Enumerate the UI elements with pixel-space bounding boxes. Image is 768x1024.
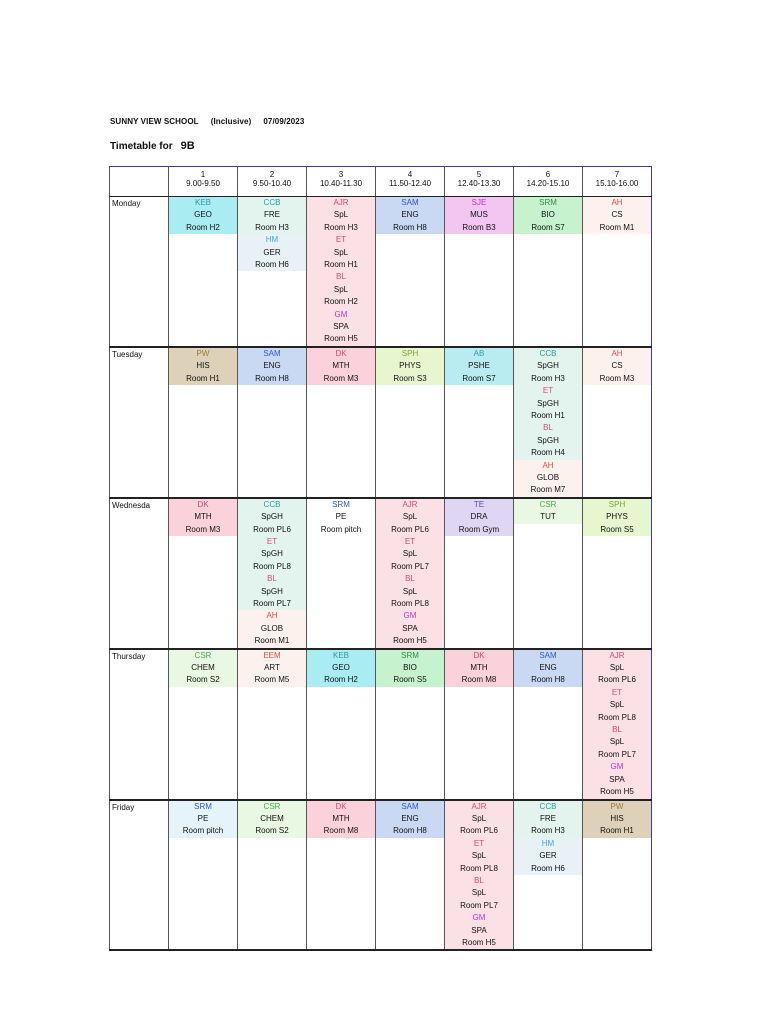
lesson-block[interactable] [169, 197, 237, 234]
lesson-block[interactable] [445, 650, 513, 687]
period-cell[interactable] [445, 197, 514, 347]
room-label: Room S7 [531, 222, 565, 232]
teacher-code: SAM [539, 650, 557, 660]
school-name: SUNNY VIEW SCHOOL [110, 117, 199, 126]
lesson-block[interactable] [238, 234, 306, 271]
teacher-code: ET [335, 235, 347, 245]
period-cell[interactable] [169, 498, 238, 649]
room-label: Room M5 [254, 675, 290, 685]
room-label: Room H3 [255, 222, 289, 232]
room-label: Room PL7 [598, 749, 636, 759]
lesson-block[interactable] [376, 197, 444, 234]
room-label: Room M8 [461, 675, 497, 685]
day-label: Tuesday [110, 347, 169, 498]
period-cell[interactable] [445, 347, 514, 498]
period-header-row [110, 167, 652, 197]
subject-code: GLOB [260, 623, 284, 633]
lesson-block[interactable] [307, 348, 375, 385]
lesson-block[interactable] [376, 650, 444, 687]
subject-code: MTH [194, 512, 212, 522]
subject-code: SpGH [537, 361, 559, 371]
room-label: Room PL7 [460, 900, 498, 910]
lesson-block[interactable] [376, 801, 444, 838]
period-cell[interactable] [307, 347, 376, 498]
teacher-code: SPH [608, 499, 626, 509]
period-cell[interactable] [376, 649, 445, 800]
day-label: Monday [110, 197, 169, 347]
period-cell[interactable] [583, 347, 652, 498]
period-cell[interactable] [307, 498, 376, 649]
room-label: Room H6 [531, 863, 565, 873]
subject-code: FRE [264, 210, 280, 220]
subject-code: SpGH [261, 512, 283, 522]
lesson-block[interactable] [307, 499, 375, 536]
period-number: 2 [269, 170, 275, 179]
lesson-block[interactable] [307, 197, 375, 234]
teacher-code: AH [611, 198, 623, 207]
room-label: Room M8 [323, 826, 359, 836]
school-header [110, 117, 316, 126]
room-label: Room H3 [531, 373, 565, 383]
subject-code: GER [539, 851, 557, 861]
teacher-code: PW [196, 348, 210, 358]
teacher-code: DK [473, 650, 485, 660]
subject-code: DRA [470, 512, 488, 522]
room-label: Room PL6 [460, 826, 498, 836]
room-label: Room H2 [324, 675, 358, 685]
subject-code: ART [264, 663, 280, 673]
teacher-code: GM [403, 611, 417, 621]
period-number: 7 [614, 170, 620, 179]
subject-code: TUT [540, 512, 556, 522]
period-number: 5 [476, 170, 482, 179]
lesson-block[interactable] [238, 650, 306, 687]
period-number: 6 [545, 170, 551, 179]
teacher-code: EEM [263, 650, 281, 660]
room-label: Room H8 [393, 826, 427, 836]
room-label: Room PL6 [391, 524, 429, 534]
period-header-7 [583, 167, 652, 197]
subject-code: BIO [403, 663, 417, 673]
room-label: Room S5 [393, 675, 427, 685]
lesson-block[interactable] [307, 271, 375, 308]
subject-code: PSHE [468, 361, 490, 371]
lesson-block[interactable] [514, 197, 582, 234]
subject-code: SPA [333, 322, 349, 332]
teacher-code: GM [472, 913, 486, 923]
period-cell[interactable] [169, 197, 238, 347]
teacher-code: SJE [471, 198, 487, 207]
subject-code: ENG [539, 663, 557, 673]
period-cell[interactable] [445, 649, 514, 800]
subject-code: MTH [470, 663, 488, 673]
lesson-block[interactable] [307, 801, 375, 838]
period-header-6 [514, 167, 583, 197]
lesson-block[interactable] [376, 348, 444, 385]
room-label: Room H6 [255, 260, 289, 270]
room-label: Room pitch [320, 524, 362, 534]
period-cell[interactable] [376, 800, 445, 951]
subject-code: ENG [401, 210, 419, 220]
lesson-block[interactable] [238, 610, 306, 647]
teacher-code: KEB [194, 198, 211, 207]
subject-code: SPA [471, 925, 487, 935]
room-label: Room H5 [462, 937, 496, 947]
teacher-code: CSR [539, 499, 557, 509]
teacher-code: ET [266, 536, 278, 546]
subject-code: ENG [401, 813, 419, 823]
room-label: Room PL7 [391, 561, 429, 571]
subject-code: MUS [470, 210, 488, 220]
lesson-block[interactable] [583, 801, 651, 838]
teacher-code: BL [612, 725, 622, 735]
period-cell[interactable] [514, 197, 583, 347]
lesson-block[interactable] [583, 197, 651, 234]
period-cell[interactable] [238, 649, 307, 800]
teacher-code: SRM [401, 650, 419, 660]
subject-code: CHEM [260, 813, 284, 823]
period-time: 14.20-15.10 [526, 179, 570, 188]
room-label: Room H4 [531, 448, 565, 458]
teacher-code: DK [197, 499, 209, 509]
room-label: Room H2 [186, 222, 220, 232]
day-row [110, 800, 652, 951]
lesson-block[interactable] [445, 197, 513, 234]
period-cell[interactable] [514, 347, 583, 498]
subject-code: BIO [541, 210, 555, 220]
teacher-code: SAM [401, 801, 419, 811]
day-row [110, 197, 652, 347]
room-label: Room S2 [255, 826, 289, 836]
lesson-block[interactable] [583, 650, 651, 687]
day-label: Wednesda [110, 498, 169, 649]
room-label: Room H1 [600, 826, 634, 836]
subject-code: HIS [196, 361, 210, 371]
subject-code: SpL [333, 247, 349, 257]
period-cell[interactable] [238, 197, 307, 347]
day-row [110, 649, 652, 800]
room-label: Room H8 [531, 675, 565, 685]
period-cell[interactable] [376, 347, 445, 498]
room-label: Room B3 [462, 222, 496, 232]
room-label: Room H1 [186, 373, 220, 383]
teacher-code: PW [610, 801, 624, 811]
lesson-block[interactable] [307, 309, 375, 346]
subject-code: SpL [402, 549, 418, 559]
title-label: Timetable for [110, 141, 173, 152]
print-date: 07/09/2023 [263, 117, 305, 126]
teacher-code: BL [474, 875, 484, 885]
lesson-block[interactable] [514, 348, 582, 385]
lesson-block[interactable] [238, 197, 306, 234]
room-label: Room H1 [324, 260, 358, 270]
room-label: Room S3 [393, 373, 427, 383]
lesson-block[interactable] [514, 801, 582, 838]
corner-cell [110, 167, 169, 197]
teacher-code: DK [335, 348, 347, 358]
lesson-block[interactable] [169, 650, 237, 687]
subject-code: MTH [332, 813, 350, 823]
subject-code: MTH [332, 361, 350, 371]
period-time: 9.00-9.50 [186, 179, 220, 188]
teacher-code: ET [404, 536, 416, 546]
room-label: Room PL6 [598, 675, 636, 685]
day-row [110, 498, 652, 649]
period-cell[interactable] [583, 197, 652, 347]
subject-code: SpL [402, 586, 418, 596]
day-label: Friday [110, 800, 169, 951]
period-cell[interactable] [238, 347, 307, 498]
period-number: 4 [407, 170, 413, 179]
teacher-code: AH [542, 460, 554, 470]
room-label: Room PL7 [253, 599, 291, 608]
period-header-1 [169, 167, 238, 197]
period-number: 3 [338, 170, 344, 179]
period-cell[interactable] [169, 800, 238, 951]
timetable-title [110, 140, 195, 152]
teacher-code: AJR [471, 801, 487, 811]
teacher-code: AH [266, 611, 278, 621]
room-label: Room M7 [530, 485, 566, 495]
teacher-code: AJR [333, 198, 349, 207]
teacher-code: DK [335, 801, 347, 811]
teacher-code: SRM [539, 198, 557, 207]
timetable-body [110, 197, 652, 951]
period-cell[interactable] [169, 649, 238, 800]
lesson-block[interactable] [514, 385, 582, 422]
lesson-block[interactable] [514, 650, 582, 687]
lesson-block[interactable] [583, 687, 651, 724]
teacher-code: ET [473, 838, 485, 848]
subject-code: SpL [609, 737, 625, 747]
period-header-3 [307, 167, 376, 197]
period-cell[interactable] [238, 498, 307, 649]
period-header-4 [376, 167, 445, 197]
lesson-block[interactable] [445, 499, 513, 536]
lesson-block[interactable] [583, 761, 651, 798]
lesson-block[interactable] [514, 499, 582, 524]
period-cell[interactable] [583, 800, 652, 951]
period-cell[interactable] [238, 800, 307, 951]
subject-code: ENG [263, 361, 281, 371]
period-time: 9.50-10.40 [252, 179, 292, 188]
room-label: Room H3 [324, 222, 358, 232]
subject-code: SpGH [261, 586, 283, 596]
subject-code: GEO [194, 210, 212, 220]
teacher-code: AJR [402, 499, 418, 509]
subject-code: SpL [471, 851, 487, 861]
lesson-block[interactable] [307, 650, 375, 687]
lesson-block[interactable] [514, 422, 582, 459]
room-label: Room S5 [600, 524, 634, 534]
subject-code: SpL [471, 888, 487, 898]
subject-code: CS [611, 361, 623, 371]
subject-code: PHYS [606, 512, 628, 522]
teacher-code: CSR [263, 801, 281, 811]
subject-code: SpL [402, 512, 418, 522]
lesson-block[interactable] [169, 499, 237, 536]
lesson-block[interactable] [583, 499, 651, 536]
period-number: 1 [200, 170, 206, 179]
room-label: Room H3 [531, 826, 565, 836]
teacher-code: AJR [609, 650, 625, 660]
teacher-code: SAM [263, 348, 281, 358]
teacher-code: GM [334, 309, 348, 319]
room-label: Room H1 [531, 410, 565, 420]
room-label: Room H5 [324, 334, 358, 344]
subject-code: SpGH [261, 549, 283, 559]
period-cell[interactable] [514, 498, 583, 649]
teacher-code: KEB [332, 650, 349, 660]
subject-code: PE [197, 813, 209, 823]
teacher-code: SAM [401, 198, 419, 207]
room-label: Room M3 [185, 524, 221, 534]
subject-code: SpGH [537, 398, 559, 408]
timetable-grid [109, 166, 652, 951]
school-type: (Inclusive) [210, 117, 252, 126]
subject-code: CS [611, 210, 623, 220]
subject-code: PHYS [399, 361, 421, 371]
period-cell[interactable] [307, 800, 376, 951]
lesson-block[interactable] [238, 499, 306, 536]
room-label: Room M1 [254, 636, 290, 646]
teacher-code: CCB [539, 801, 557, 811]
subject-code: PE [335, 512, 347, 522]
lesson-block[interactable] [445, 801, 513, 838]
subject-code: GLOB [536, 472, 560, 482]
teacher-code: ET [611, 687, 623, 697]
room-label: Room PL8 [391, 599, 429, 608]
subject-code: SpGH [537, 435, 559, 445]
lesson-block[interactable] [238, 536, 306, 573]
period-cell[interactable] [583, 498, 652, 649]
teacher-code: BL [405, 574, 415, 584]
room-label: Room H5 [600, 787, 634, 797]
room-label: Room S7 [462, 373, 496, 383]
subject-code: SPA [609, 774, 625, 784]
subject-code: SpL [609, 700, 625, 710]
lesson-block[interactable] [376, 573, 444, 610]
period-header-5 [445, 167, 514, 197]
room-label: Room PL6 [253, 524, 291, 534]
teacher-code: HM [265, 235, 279, 245]
lesson-block[interactable] [376, 536, 444, 573]
subject-code: SpL [471, 813, 487, 823]
teacher-code: CSR [194, 650, 212, 660]
teacher-code: CCB [539, 348, 557, 358]
room-label: Room PL8 [598, 712, 636, 722]
lesson-block[interactable] [238, 801, 306, 838]
teacher-code: BL [543, 423, 553, 433]
room-label: Room H5 [393, 636, 427, 646]
teacher-code: SRM [194, 801, 212, 811]
lesson-block[interactable] [307, 234, 375, 271]
room-label: Room M3 [599, 373, 635, 383]
lesson-block[interactable] [514, 460, 582, 497]
teacher-code: CCB [263, 198, 281, 207]
room-label: Room PL8 [253, 561, 291, 571]
period-cell[interactable] [445, 800, 514, 951]
period-cell[interactable] [514, 800, 583, 951]
period-time: 11.50-12.40 [388, 179, 432, 188]
period-cell[interactable] [583, 649, 652, 800]
room-label: Room pitch [182, 826, 224, 836]
lesson-block[interactable] [445, 875, 513, 912]
period-cell[interactable] [307, 649, 376, 800]
teacher-code: CCB [263, 499, 281, 509]
subject-code: SpL [333, 210, 349, 220]
room-label: Room PL8 [460, 863, 498, 873]
lesson-block[interactable] [376, 610, 444, 647]
subject-code: CHEM [191, 663, 215, 673]
room-label: Room S2 [186, 675, 220, 685]
period-header-2 [238, 167, 307, 197]
room-label: Room M3 [323, 373, 359, 383]
room-label: Room H8 [255, 373, 289, 383]
period-cell[interactable] [445, 498, 514, 649]
room-label: Room Gym [458, 524, 500, 534]
period-cell[interactable] [307, 197, 376, 347]
teacher-code: SPH [401, 348, 419, 358]
room-label: Room M1 [599, 222, 635, 232]
period-time: 10.40-11.30 [319, 179, 363, 188]
lesson-block[interactable] [583, 724, 651, 761]
lesson-block[interactable] [583, 348, 651, 385]
lesson-block[interactable] [169, 801, 237, 838]
teacher-code: GM [610, 762, 624, 772]
period-time: 15.10-16.00 [595, 179, 639, 188]
subject-code: SpL [333, 284, 349, 294]
period-cell[interactable] [376, 498, 445, 649]
room-label: Room H2 [324, 297, 358, 307]
lesson-block[interactable] [376, 499, 444, 536]
lesson-block[interactable] [169, 348, 237, 385]
day-row [110, 347, 652, 498]
teacher-code: BL [267, 574, 277, 584]
lesson-block[interactable] [238, 573, 306, 610]
day-label: Thursday [110, 649, 169, 800]
subject-code: GER [263, 247, 281, 257]
period-time: 12.40-13.30 [457, 179, 501, 188]
teacher-code: ET [542, 386, 554, 396]
teacher-code: AH [611, 348, 623, 358]
subject-code: SpL [609, 663, 625, 673]
room-label: Room H8 [393, 222, 427, 232]
subject-code: SPA [402, 623, 418, 633]
lesson-block[interactable] [445, 912, 513, 949]
teacher-code: SRM [332, 499, 350, 509]
teacher-code: HM [541, 838, 555, 848]
period-cell[interactable] [169, 347, 238, 498]
class-name: 9B [180, 140, 195, 152]
period-cell[interactable] [376, 197, 445, 347]
teacher-code: TE [473, 499, 485, 509]
period-cell[interactable] [514, 649, 583, 800]
lesson-block[interactable] [445, 348, 513, 385]
subject-code: FRE [540, 813, 556, 823]
lesson-block[interactable] [445, 838, 513, 875]
lesson-block[interactable] [514, 838, 582, 875]
subject-code: GEO [332, 663, 350, 673]
lesson-block[interactable] [238, 348, 306, 385]
teacher-code: BL [336, 272, 346, 282]
teacher-code: AB [473, 348, 485, 358]
subject-code: HIS [610, 813, 624, 823]
